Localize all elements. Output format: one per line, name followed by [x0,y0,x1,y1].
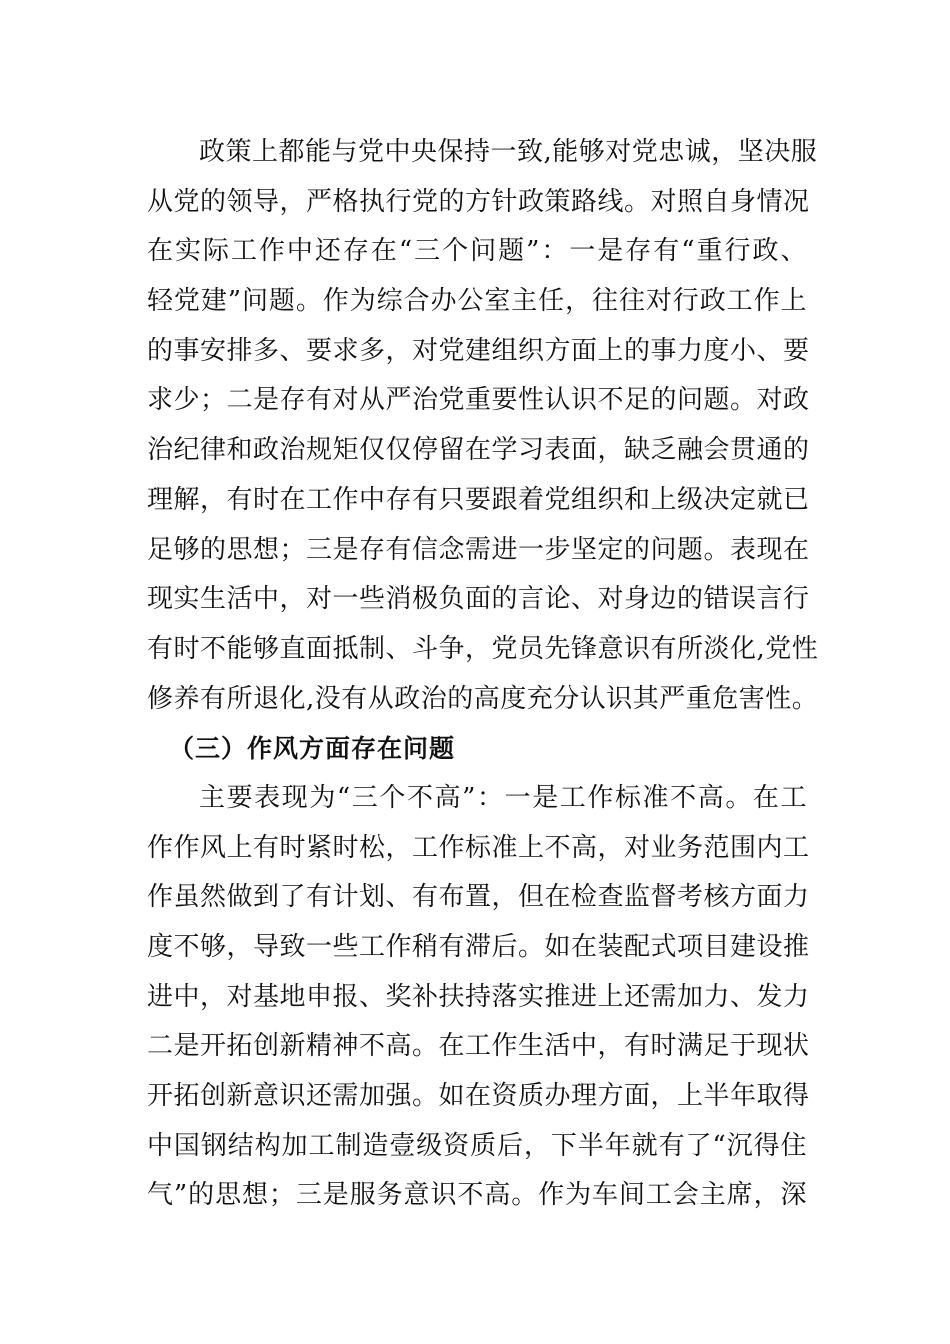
paragraph-line: 度不够，导致一些工作稍有滞后。如在装配式项目建设推 [147,932,810,962]
paragraph-line: 修养有所退化,没有从政治的高度充分认识其严重危害性。 [147,683,819,714]
paragraph-line: 中国钢结构加工制造壹级资质后，下半年就有了“沉得住 [147,1130,807,1161]
paragraph-line: 足够的思想；三是存有信念需进一步坚定的问题。表现在 [147,534,810,565]
paragraph-line: 主要表现为“三个不高”：一是工作标准不高。在工 [199,782,807,813]
paragraph-line: 治纪律和政治规矩仅仅停留在学习表面，缺乏融会贯通的 [147,435,810,466]
paragraph-line: 开拓创新意识还需加强。如在资质办理方面，上半年取得 [147,1081,810,1112]
paragraph-line: 的事安排多、要求多，对党建组织方面上的事力度小、要 [147,335,810,366]
paragraph-line: 在实际工作中还存在“三个问题”：一是存有“重行政、 [147,236,807,267]
paragraph-line: 有时不能够直面抵制、斗争，党员先锋意识有所淡化,党性 [147,633,819,664]
paragraph-line: 理解，有时在工作中存有只要跟着党组织和上级决定就已 [147,484,810,515]
paragraph-line: 作虽然做到了有计划、有布置，但在检查监督考核方面力 [147,882,810,913]
paragraph-line: 进中，对基地申报、奖补扶持落实推进上还需加力、发力 [147,981,810,1012]
paragraph-line: 政策上都能与党中央保持一致,能够对党忠诚，坚决服 [199,137,818,167]
paragraph-line: 现实生活中，对一些消极负面的言论、对身边的错误言行 [147,584,810,615]
paragraph-line: 轻党建”问题。作为综合办公室主任，往往对行政工作上 [147,286,807,317]
paragraph-line: 作作风上有时紧时松，工作标准上不高，对业务范围内工 [147,832,810,863]
section-heading: （三）作风方面存在问题 [169,734,456,764]
document-body [147,128,819,1221]
paragraph-line: 从党的领导，严格执行党的方针政策路线。对照自身情况 [147,186,810,217]
paragraph-line: 气”的思想；三是服务意识不高。作为车间工会主席，深 [147,1180,807,1211]
paragraph-line: 二是开拓创新精神不高。在工作生活中，有时满足于现状 [147,1031,810,1062]
paragraph-line: 求少；二是存有对从严治党重要性认识不足的问题。对政 [147,385,810,416]
